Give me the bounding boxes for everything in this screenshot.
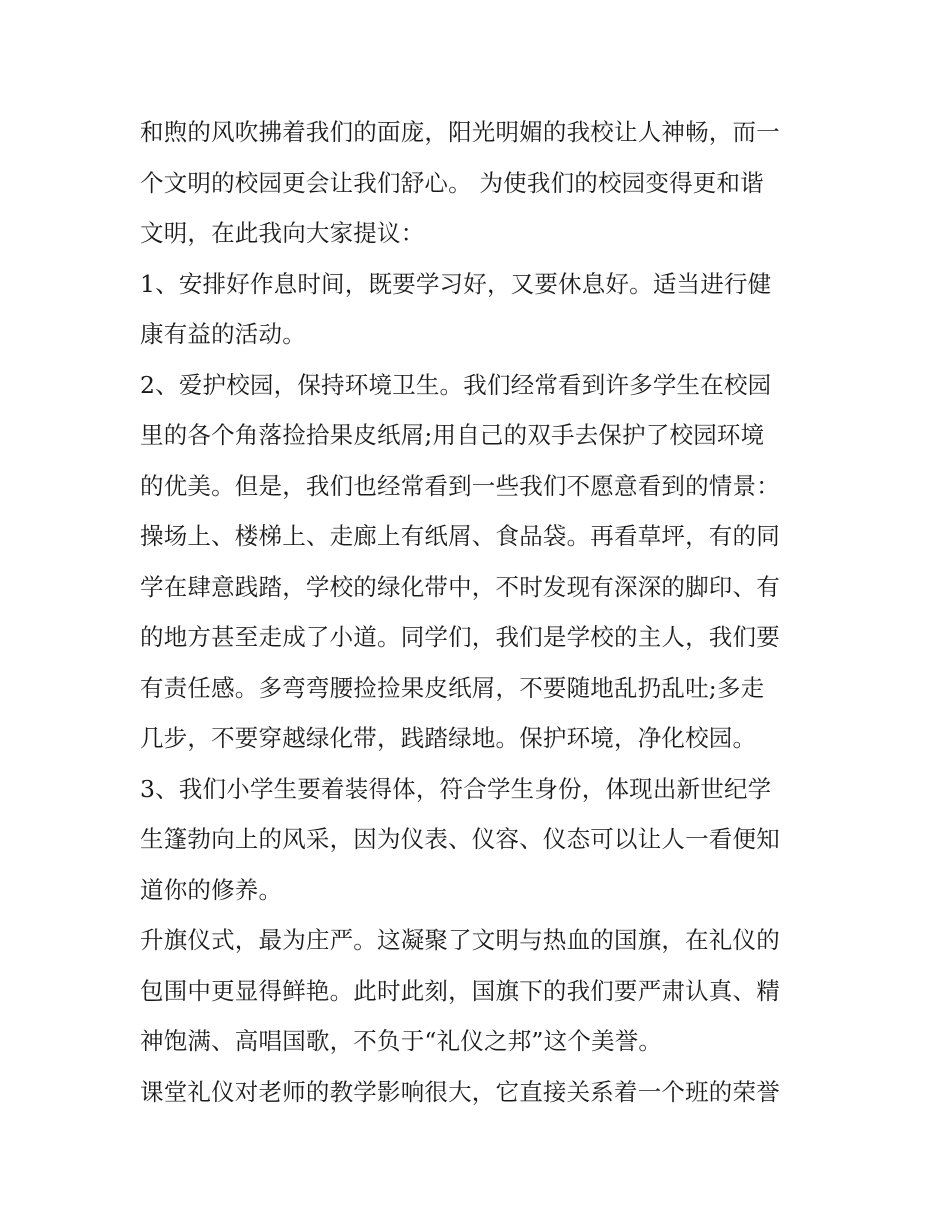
text-line-6: 2、爱护校园，保持环境卫生。我们经常看到许多学生在校园 [140,370,772,399]
text-line-15: 生篷勃向上的风采，因为仪表、仪容、仪态可以让人一看便知 [140,825,780,853]
text-line-13: 几步，不要穿越绿化带，践踏绿地。保护环境，净化校园。 [140,724,757,752]
text-line-4: 1、安排好作息时间，既要学习好，又要休息好。适当进行健 [140,269,772,298]
text-line-19: 神饱满、高唱国歌，不负于“礼仪之邦”这个美誉。 [140,1027,663,1055]
text-line-18: 包围中更显得鲜艳。此时此刻，国旗下的我们要严肃认真、精 [140,976,780,1005]
text-line-14: 3、我们小学生要着装得体，符合学生身份，体现出新世纪学 [140,774,772,803]
text-line-8: 的优美。但是，我们也经常看到一些我们不愿意看到的情景： [140,471,780,500]
text-line-17: 升旗仪式，最为庄严。这凝聚了文明与热血的国旗，在礼仪的 [140,926,780,954]
text-line-12: 有责任感。多弯弯腰捡捡果皮纸屑，不要随地乱扔乱吐;多走 [140,673,765,702]
text-line-3: 文明，在此我向大家提议： [140,219,425,247]
text-line-10: 学在肆意践踏，学校的绿化带中，不时发现有深深的脚印、有 [140,572,780,601]
text-line-16: 道你的修养。 [140,875,283,904]
text-line-7: 里的各个角落捡拾果皮纸屑;用自己的双手去保护了校园环境 [140,421,765,449]
text-line-2: 个文明的校园更会让我们舒心。 为使我们的校园变得更和谐 [140,168,764,197]
text-line-9: 操场上、楼梯上、走廊上有纸屑、食品袋。再看草坪，有的同 [140,522,780,550]
text-line-1: 和煦的风吹拂着我们的面庞，阳光明媚的我校让人神畅，而一 [140,118,780,146]
text-line-20: 课堂礼仪对老师的教学影响很大，它直接关系着一个班的荣誉 [140,1077,780,1106]
body-text [140,107,820,1117]
text-line-5: 康有益的活动。 [140,320,306,348]
text-line-11: 的地方甚至走成了小道。同学们，我们是学校的主人，我们要 [140,623,780,651]
